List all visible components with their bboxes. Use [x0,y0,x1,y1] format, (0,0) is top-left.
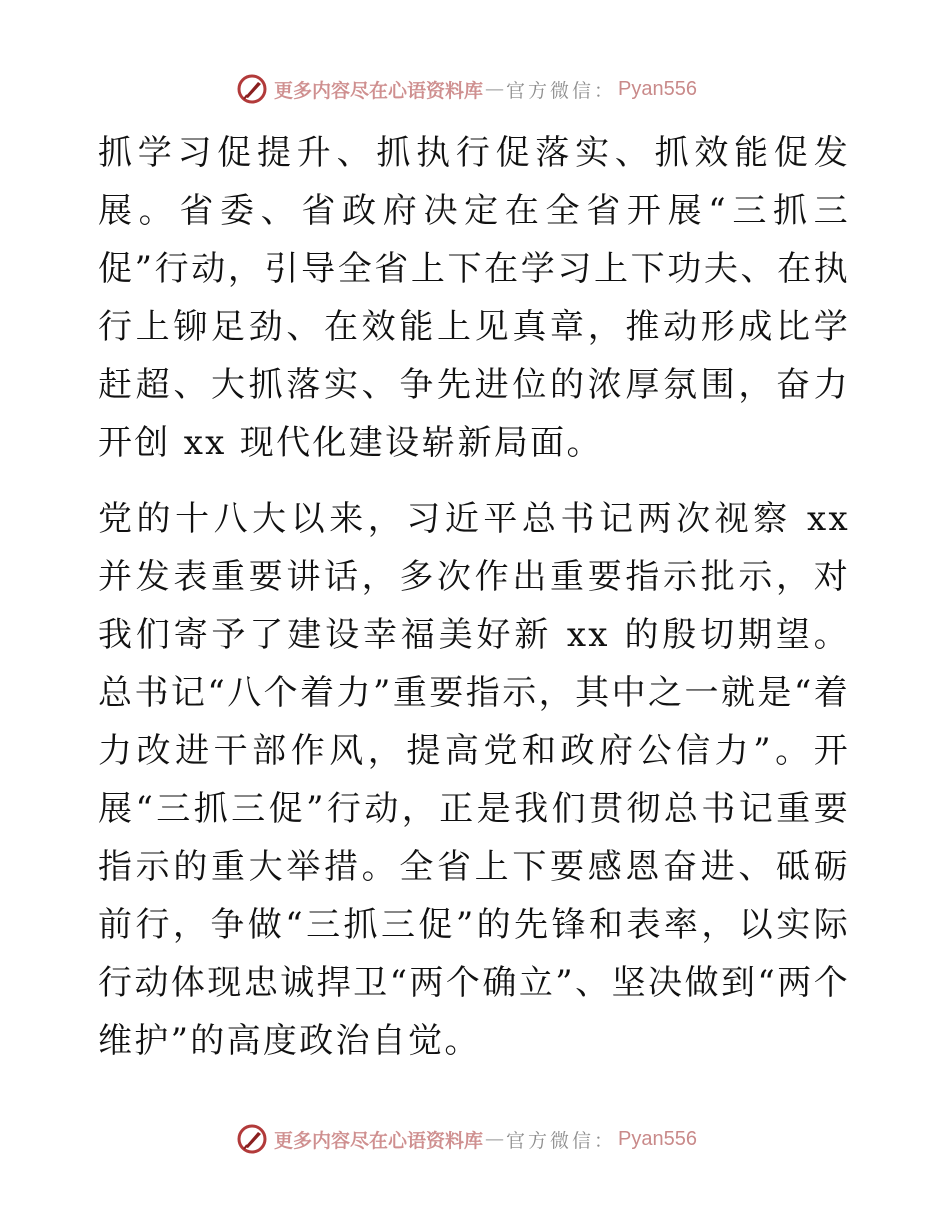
watermark-separator: — [485,1128,505,1150]
watermark-id: Pyan556 [618,77,697,100]
watermark-text: 更多内容尽在心语资料库 [274,1129,484,1152]
watermark-label: 官方微信： [506,79,617,102]
watermark-id: Pyan556 [618,1127,697,1150]
footer-watermark [236,1122,697,1156]
quill-circle-icon [236,1123,268,1155]
document-body [98,124,850,1070]
paragraph-1: 抓学习促提升、抓执行促落实、抓效能促发展。省委、省政府决定在全省开展“三抓三促”行动，引导全省上下在学习上下功夫、在执行上铆足劲、在效能上见真章，推动形成比学赶超、大抓落实、争先进位的浓厚氛围，奋力开创 xx 现代化建设崭新局面。 [98,133,850,463]
paragraph-2: 党的十八大以来，习近平总书记两次视察 xx 并发表重要讲话，多次作出重要指示批示，对我们寄予了建设幸福美好新 xx 的殷切期望。总书记“八个着力”重要指示，其中之一就是“着力改进干部作风，提高党和政府公信力”。开展“三抓三促”行动，正是我们贯彻总书记重要指示的重大举措。全省上下要感恩奋进、砥砺前行，争做“三抓三促”的先锋和表率，以实际行动体现忠诚捍卫“两个确立”、坚决做到“两个维护”的高度政治自觉。 [98,499,850,1061]
watermark-text: 更多内容尽在心语资料库 [274,79,484,102]
quill-circle-icon [236,73,268,105]
watermark-separator: — [485,78,505,100]
watermark-label: 官方微信： [506,1129,617,1152]
header-watermark [236,72,697,106]
